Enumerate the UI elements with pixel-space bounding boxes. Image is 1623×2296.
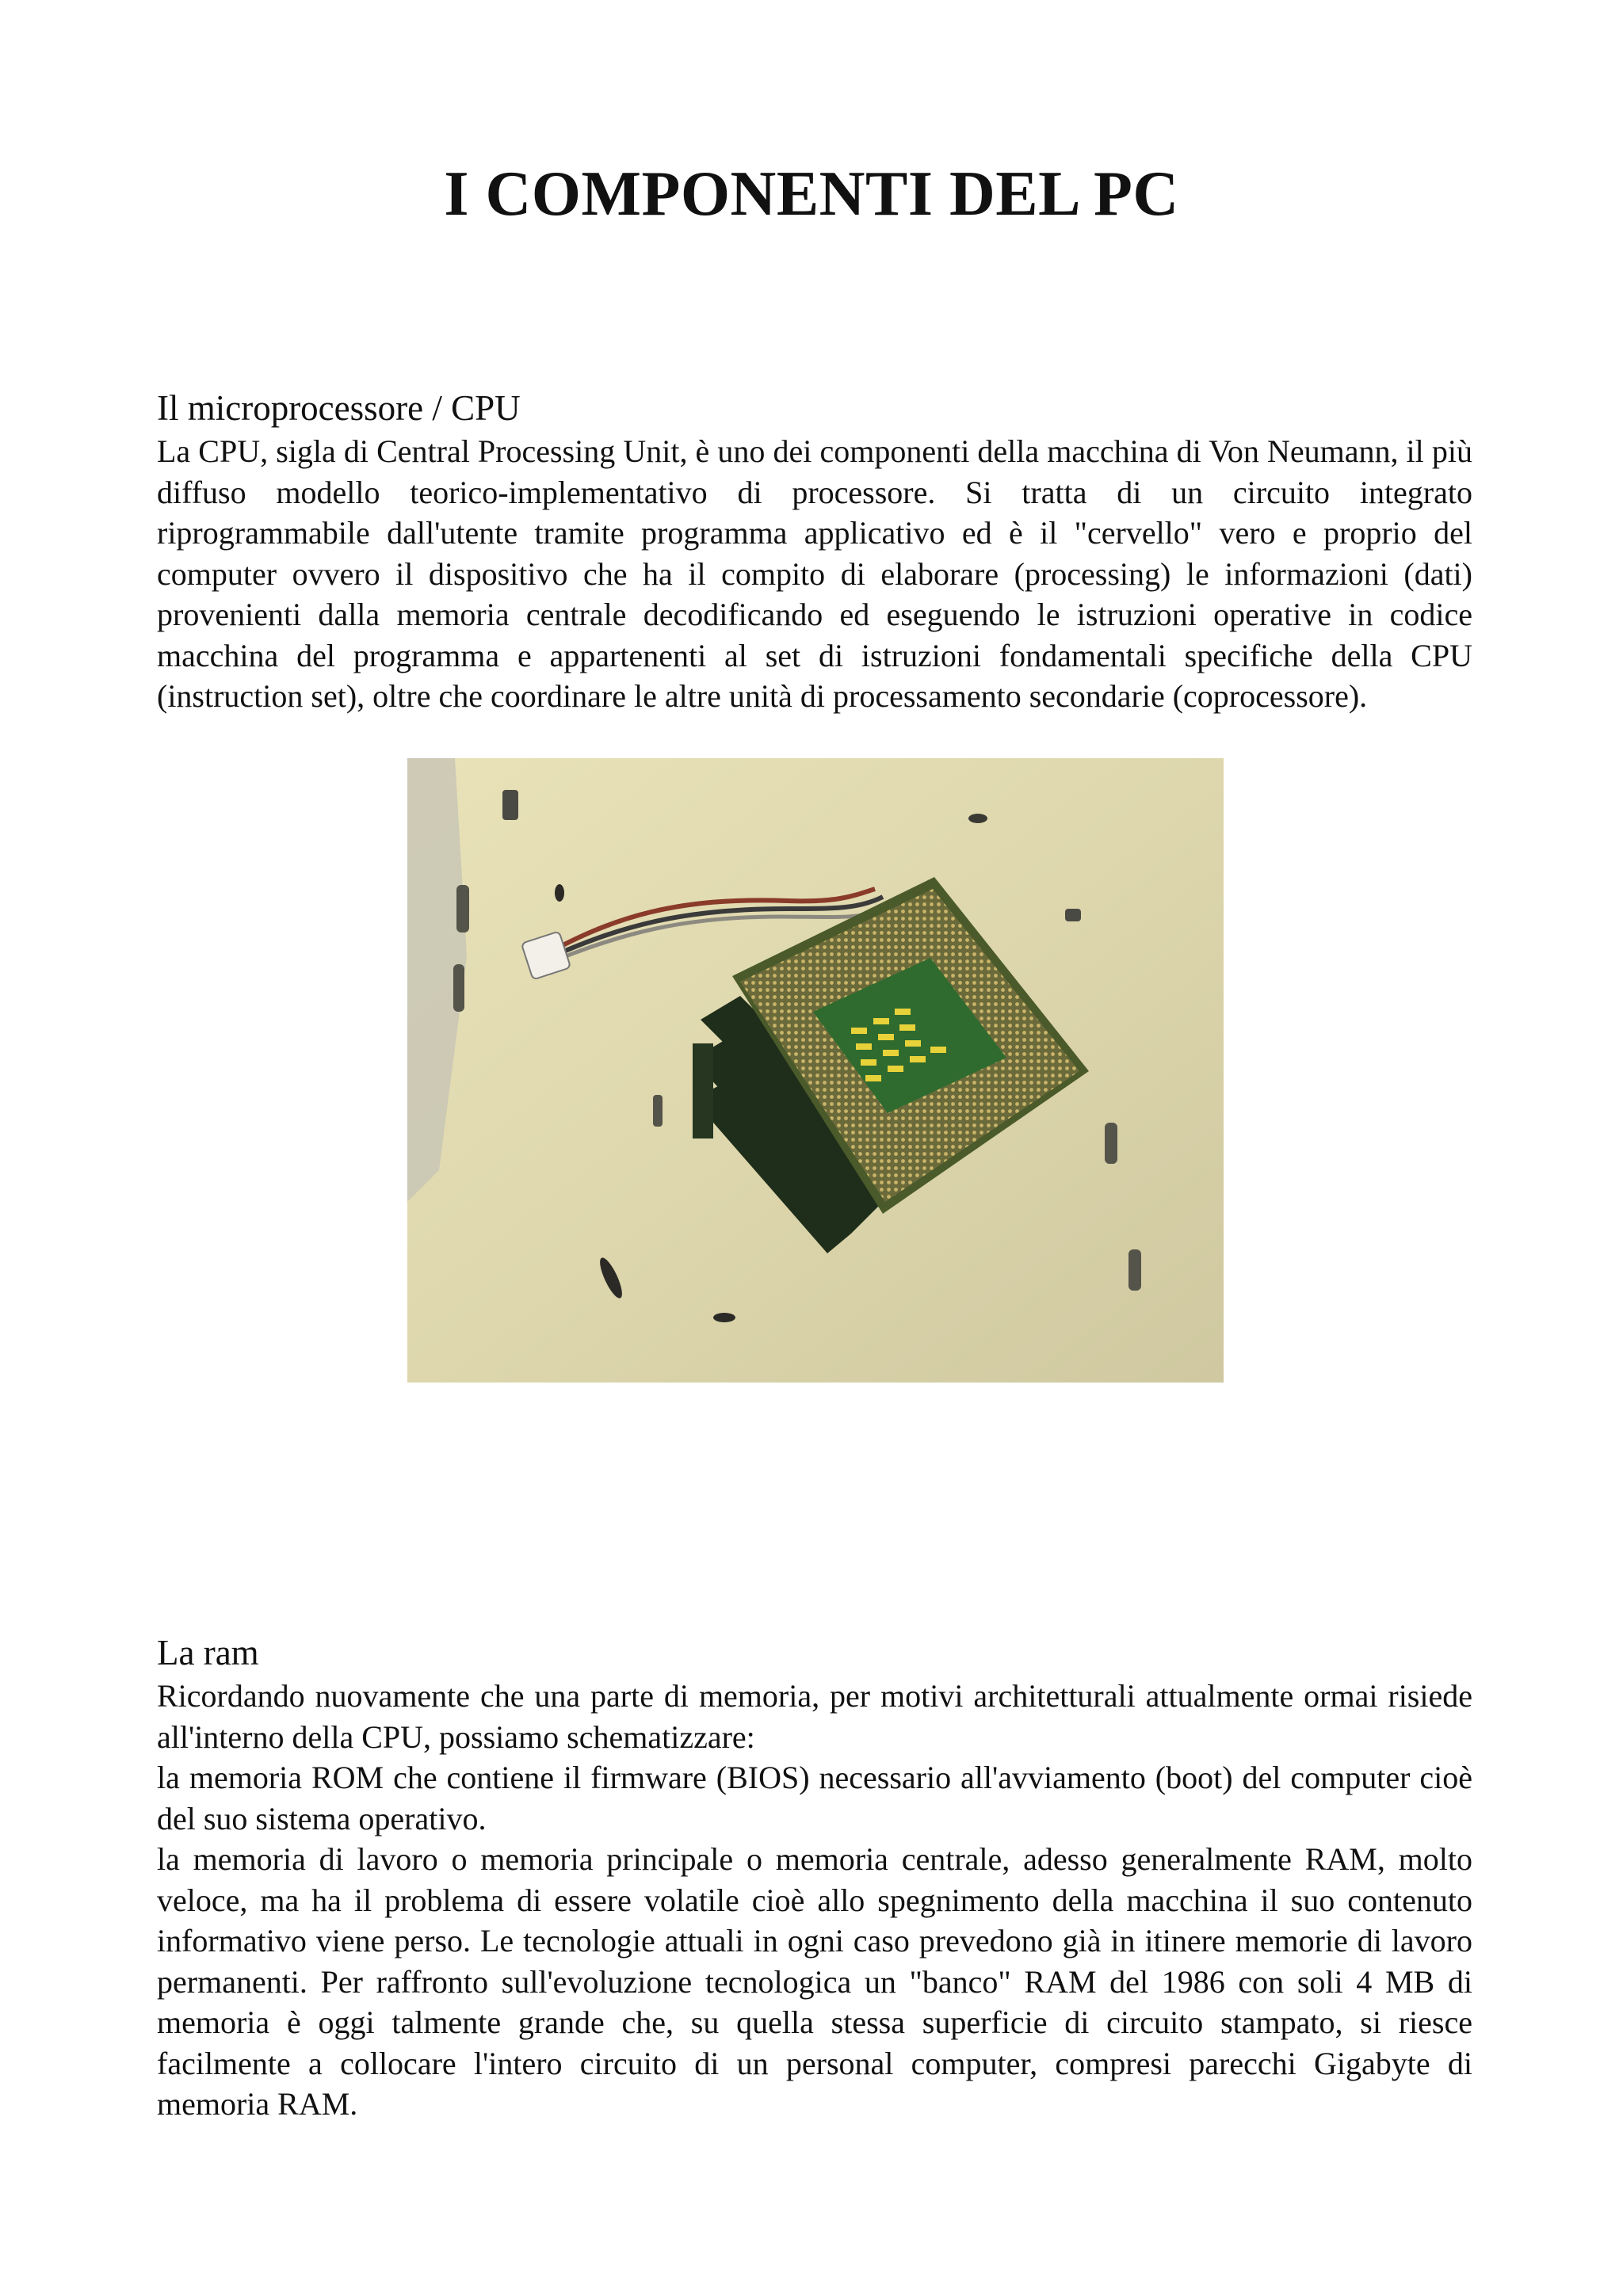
paragraph-cpu: La CPU, sigla di Central Processing Unit, è uno dei componenti della macchina di Von Neumann, il più diffuso modello teorico-implementativo di processore. Si tratta di un circuito integrato riprogrammabile dall'utente tramite programma applicativo ed è il "cervello" vero e proprio del computer ovvero il dispositivo che ha il compito di elaborare (processing) le informazioni (dati) provenienti dalla memoria centrale decodificando ed eseguendo le istruzioni operative in codice macchina del programma e appartenenti al set di istruzioni fondamentali specifiche della CPU (instruction set), oltre che coordinare le altre unità di processamento secondarie (coprocessore). [157, 433, 1472, 714]
section-heading-cpu: Il microprocessore / CPU [157, 388, 521, 428]
section-heading-ram: La ram [157, 1633, 259, 1672]
paragraph-ram-2: la memoria ROM che contiene il firmware (BIOS) necessario all'avviamento (boot) del computer cioè del suo sistema operativo. [157, 1760, 1472, 1836]
section-cpu [157, 385, 1472, 717]
paragraph-ram-1: Ricordando nuovamente che una parte di memoria, per motivi architetturali attualmente ormai risiede all'interno della CPU, possiamo schematizzare: [157, 1678, 1472, 1755]
paragraph-ram-3: la memoria di lavoro o memoria principale o memoria centrale, adesso generalmente RAM, molto veloce, ma ha il problema di essere volatile cioè allo spegnimento della macchina il suo contenuto informativo viene perso. Le tecnologie attuali in ogni caso prevedono già in itinere memorie di lavoro permanenti. Per raffronto sull'evoluzione tecnologica un "banco" RAM del 1986 con soli 4 MB di memoria è oggi talmente grande che, su quella stessa superficie di circuito stampato, si riesce facilmente a collocare l'intero circuito di un personal computer, compresi parecchi Gigabyte di memoria RAM. [157, 1841, 1472, 2122]
page-title: I COMPONENTI DEL PC [444, 159, 1179, 229]
section-ram [157, 1630, 1472, 2125]
cpu-photo [407, 758, 1224, 1383]
